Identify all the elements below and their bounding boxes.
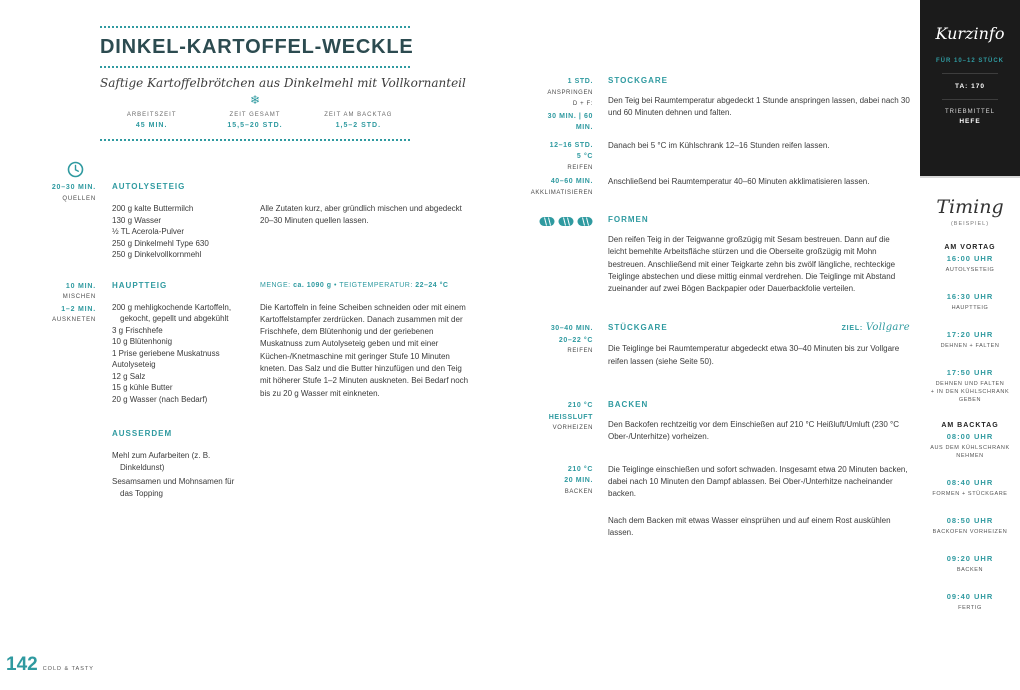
instruction-text: Die Kartoffeln in feine Scheiben schneiden oder mit einem Kartoffelstampfer zerdrücken. Danach zusammen mit der Frischhefe, dem Blütenhonig und der geriebenen Muskatnuss zum Autolyseteig geben und mit einer Küchen-/Knetmaschine mit geringer Stufe 10 Minuten kneten. Das Salz und die Butter hinzufügen und den Teig mit höherer Stufe 1–2 Minuten auskneten. Bei Bedarf noch bis zu 20 g Wasser mit einkneten.: [260, 302, 469, 398]
hauptteig-instruction: [260, 281, 470, 406]
step-stockgare-2: [530, 140, 910, 175]
hauptteig-ingredients: [112, 281, 260, 406]
step-time-labels: 30–40 MIN. 20–22 °C REIFEN: [550, 325, 593, 355]
meta-value: 1,5–2 STD.: [335, 122, 382, 129]
step-time-labels: 1 STD. ANSPRINGEN D + F: 30 MIN. | 60 MIN.: [547, 78, 593, 131]
bread-roll-icons: [530, 215, 593, 227]
step-text: Danach bei 5 °C im Kühlschrank 12–16 Stunden reifen lassen.: [608, 140, 830, 150]
ingredient-line: 200 g kalte Buttermilch: [112, 204, 194, 213]
step-backen-auskuehlen: [530, 515, 910, 540]
ingredient-line: 3 g Frischhefe: [112, 325, 163, 335]
meta-label: ZEIT GESAMT: [229, 112, 281, 118]
ziel-value: Vollgare: [865, 322, 910, 334]
ingredient-line: 130 g Wasser: [112, 215, 162, 225]
recipe-subtitle: Saftige Kartoffelbrötchen aus Dinkelmehl mit Vollkornanteil: [100, 76, 466, 90]
page-title: DINKEL-KARTOFFEL-WECKLE: [100, 36, 414, 58]
timing-entry: 17:50 UHR DEHNEN UND FALTEN + IN DEN KÜHLSCHRANK GEBEN: [930, 368, 1010, 403]
kurzinfo-heading: Kurzinfo: [935, 24, 1005, 43]
step-stockgare-1: [530, 76, 910, 134]
triebmittel-value: HEFE: [959, 118, 981, 125]
section-heading: HAUPTTEIG: [112, 280, 168, 290]
margin-time: 1–2 MIN.: [61, 305, 96, 313]
timing-entry: 09:20 UHR BACKEN: [946, 554, 994, 573]
timing-entry: AM VORTAG 16:00 UHR AUTOLYSETEIG: [944, 244, 996, 273]
timing-entry: 08:40 UHR FORMEN + STÜCKGARE: [932, 478, 1008, 497]
meta-value: 45 MIN.: [135, 122, 168, 129]
section-heading: BACKEN: [608, 400, 649, 410]
timing-entry: 16:30 UHR HAUPTTEIG: [946, 292, 994, 311]
bread-icon: [577, 216, 593, 227]
meta-zeit-gesamt: [203, 112, 306, 129]
ingredient-line: 250 g Dinkelmehl Type 630: [112, 238, 209, 248]
step-text: Anschließend bei Raumtemperatur 40–60 Minuten akklimatisieren lassen.: [608, 177, 870, 186]
section-heading: STÜCKGARE ZIEL: Vollgare: [608, 322, 910, 334]
section-heading: AUSSERDEM: [112, 429, 173, 438]
timing-entry: 08:50 UHR BACKOFEN VORHEIZEN: [932, 516, 1008, 535]
timing-heading: Timing: [936, 196, 1004, 218]
page-footer: [6, 654, 94, 676]
step-text: Die Teiglinge bei Raumtemperatur abgedeckt etwa 30–40 Minuten bis zur Vollgare reifen lassen (siehe Seite 50).: [608, 344, 900, 366]
separator-dot: •: [334, 281, 337, 289]
meta-arbeitszeit: [100, 112, 203, 129]
timing-panel: [920, 178, 1020, 612]
step-stockgare-3: [530, 176, 910, 199]
section-autolyseteig: [0, 182, 470, 261]
step-text: Den Teig bei Raumtemperatur abgedeckt 1 Stunde anspringen lassen, dabei nach 30 und 60 Minuten dehnen und falten.: [608, 96, 910, 118]
ingredient-line: 15 g kühle Butter: [112, 383, 173, 392]
kurzinfo-panel: [920, 0, 1020, 178]
margin-note-kneten: [0, 281, 112, 406]
ausserdem-items: [112, 429, 260, 499]
step-text: Den Backofen rechtzeitig vor dem Einschießen auf 210 °C Heißluft/Umluft (230 °C Ober-/Unterhitze) vorheizen.: [608, 420, 899, 442]
section-heading: AUTOLYSETEIG: [112, 182, 186, 191]
servings-label: FÜR 10–12 STÜCK: [935, 58, 1004, 64]
autolyse-instruction: [260, 182, 470, 261]
time-meta-row: [100, 109, 410, 139]
margin-label: QUELLEN: [62, 195, 96, 202]
margin-time: 10 MIN.: [65, 282, 96, 290]
ingredients-block: [0, 182, 470, 499]
section-hauptteig: [0, 281, 470, 406]
meta-label: ZEIT AM BACKTAG: [324, 112, 393, 118]
step-time-labels: 210 °C HEISSLUFT VORHEIZEN: [548, 402, 593, 432]
instruction-text: Alle Zutaten kurz, aber gründlich mischen und abgedeckt 20–30 Minuten quellen lassen.: [260, 204, 462, 226]
ingredient-line: 10 g Blütenhonig: [112, 337, 173, 346]
step-stueckgare: [530, 323, 910, 368]
page-number: 142: [6, 654, 38, 675]
clock-icon: [67, 161, 84, 183]
timing-subheading: (BEISPIEL): [950, 221, 990, 227]
margin-note-quellen: [0, 182, 112, 261]
step-time-labels: 40–60 MIN. AKKLIMATISIEREN: [530, 178, 593, 196]
snowflake-icon: ❄: [249, 93, 261, 107]
step-text: Nach dem Backen mit etwas Wasser einsprühen und auf einem Rost auskühlen lassen.: [608, 515, 891, 537]
timing-entry: AM BACKTAG 08:00 UHR AUS DEM KÜHLSCHRANK NEHMEN: [930, 422, 1010, 459]
teigtemperatur-value: 22–24 °C: [415, 281, 449, 289]
step-formen: [530, 215, 910, 295]
section-heading: FORMEN: [608, 215, 649, 224]
divider: [942, 73, 998, 74]
timing-entry: 17:20 UHR DEHNEN + FALTEN: [940, 330, 1000, 349]
info-sidebar: [920, 0, 1020, 690]
step-backen-backen: [530, 464, 910, 501]
ingredient-line: Mehl zum Aufarbeiten (z. B. Dinkeldunst): [112, 451, 211, 472]
teigtemperatur-label: TEIGTEMPERATUR:: [339, 281, 413, 289]
ingredient-line: 20 g Wasser (nach Bedarf): [112, 394, 208, 404]
book-tagline: COLD & TASTY: [42, 666, 94, 672]
method-steps: [530, 76, 910, 539]
menge-label: MENGE:: [260, 281, 291, 289]
recipe-header: [100, 26, 466, 141]
divider: [942, 99, 998, 100]
ingredient-line: 12 g Salz: [112, 371, 146, 381]
meta-label: ARBEITSZEIT: [126, 112, 177, 118]
section-heading: STOCKGARE: [608, 76, 668, 85]
step-time-labels: 12–16 STD. 5 °C REIFEN: [549, 141, 593, 171]
ingredient-line: 1 Prise geriebene Muskatnuss: [112, 348, 220, 358]
step-backen-vorheizen: [530, 400, 910, 444]
meta-value: 15,5–20 STD.: [227, 122, 283, 129]
margin-time: 20–30 MIN.: [51, 184, 96, 191]
ingredient-line: Autolyseteig: [112, 360, 156, 369]
ingredient-line: Sesamsamen und Mohnsamen für das Topping: [112, 477, 235, 498]
timing-entry: 09:40 UHR FERTIG: [946, 592, 994, 611]
step-text: Die Teiglinge einschießen und sofort schwaden. Insgesamt etwa 20 Minuten backen, dabei nach 10 Minuten den Dampf ablassen. Bei Ober-/Unterhitze nacheinander backen.: [608, 464, 908, 499]
bread-icon: [558, 216, 574, 227]
autolyse-ingredients: [112, 182, 260, 261]
step-text: Den reifen Teig in der Teigwanne großzügig mit Sesam bestreuen. Dann auf die leicht bemehlte Arbeitsfläche stürzen und die Oberseite großzügig mit Mohn bestreuen. Anschließend mit einer Teigkarte zehn bis zwölf längliche, rechteckige Teiglinge abstechen und diese mittig einmal verdrehen. Die Teiglinge mit Abstand zueinander auf zwei Bögen Backpapier oder Dauerbackfolie verteilen.: [608, 235, 896, 294]
margin-label: AUSKNETEN: [52, 317, 96, 323]
ta-value: TA: 170: [955, 83, 985, 90]
ziel-badge: ZIEL: Vollgare: [841, 322, 910, 334]
dotted-rule: [100, 139, 410, 141]
section-ausserdem: [0, 429, 470, 499]
step-time-labels: 210 °C 20 MIN. BACKEN: [564, 465, 593, 495]
menge-value: ca. 1090 g: [293, 281, 332, 289]
bread-icon: [539, 216, 555, 227]
ingredient-line: 200 g mehligkochende Kartoffeln, gekocht, gepellt und abgekühlt: [112, 302, 232, 323]
triebmittel-label: TRIEBMITTEL: [944, 109, 995, 115]
menge-line: [260, 281, 470, 290]
margin-label: MISCHEN: [62, 294, 96, 300]
ingredient-line: ½ TL Acerola-Pulver: [112, 227, 185, 236]
ingredient-line: 250 g Dinkelvollkornmehl: [112, 250, 202, 259]
meta-zeit-backtag: [307, 112, 410, 129]
